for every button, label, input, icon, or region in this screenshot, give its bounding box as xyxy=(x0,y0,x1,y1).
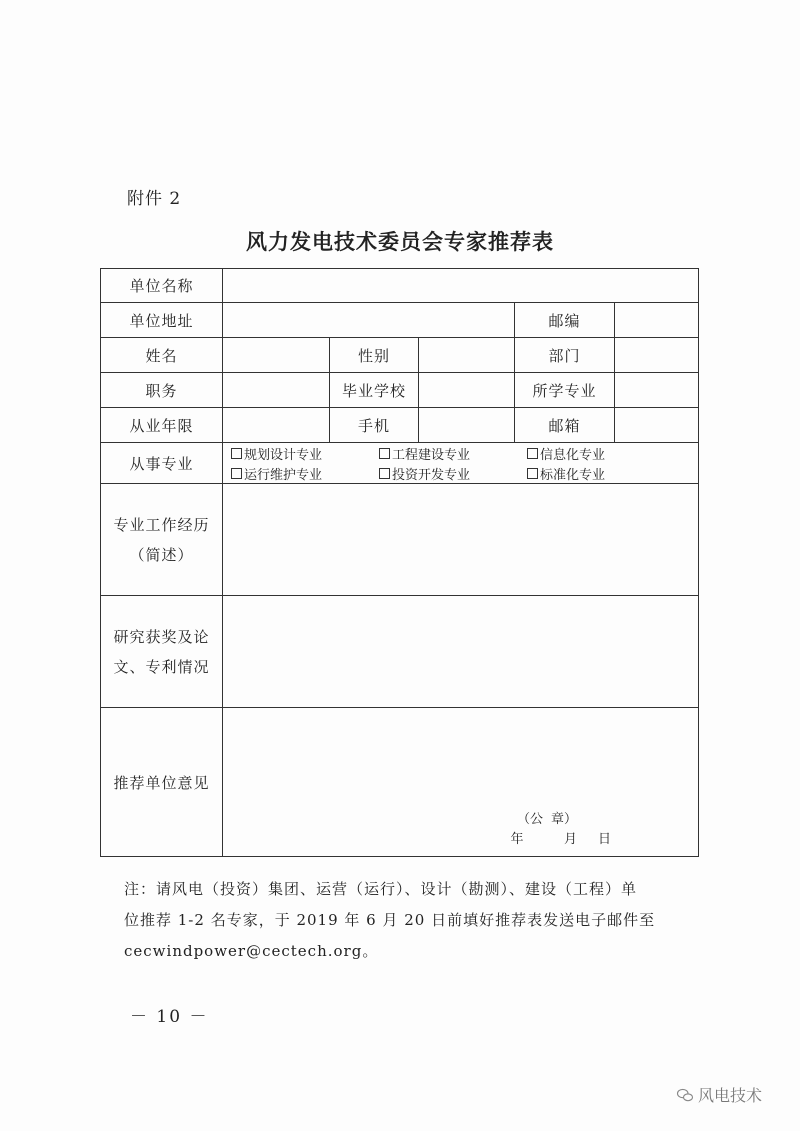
unit-address-label: 单位地址 xyxy=(101,303,223,338)
awards-label: 研究获奖及论 文、专利情况 xyxy=(101,596,223,708)
experience-label: 专业工作经历 （简述） xyxy=(101,484,223,596)
page-number: － 10 － xyxy=(130,1007,209,1027)
unit-address-field[interactable] xyxy=(223,303,515,338)
checkbox-icon xyxy=(527,468,538,479)
checkbox-icon xyxy=(527,448,538,459)
opinion-field[interactable] xyxy=(223,708,699,857)
option-planning-design[interactable]: 规划设计专业 xyxy=(231,444,379,463)
experience-field[interactable] xyxy=(223,484,699,596)
school-field[interactable] xyxy=(419,373,515,408)
attachment-label: 附件 2 xyxy=(127,189,182,209)
email-field[interactable] xyxy=(615,408,699,443)
unit-name-field[interactable] xyxy=(223,269,699,303)
postcode-field[interactable] xyxy=(615,303,699,338)
school-label: 毕业学校 xyxy=(330,373,419,408)
position-field[interactable] xyxy=(223,373,330,408)
option-investment-development[interactable]: 投资开发专业 xyxy=(379,464,527,483)
mobile-label: 手机 xyxy=(330,408,419,443)
opinion-label: 推荐单位意见 xyxy=(101,708,223,857)
gender-field[interactable] xyxy=(419,338,515,373)
option-standardization[interactable]: 标准化专业 xyxy=(527,464,667,483)
major-label: 所学专业 xyxy=(515,373,615,408)
wechat-icon xyxy=(676,1086,694,1104)
awards-field[interactable] xyxy=(223,596,699,708)
email-label: 邮箱 xyxy=(515,408,615,443)
position-label: 职务 xyxy=(101,373,223,408)
option-informatization[interactable]: 信息化专业 xyxy=(527,444,667,463)
unit-name-label: 单位名称 xyxy=(101,269,223,303)
department-label: 部门 xyxy=(515,338,615,373)
option-construction[interactable]: 工程建设专业 xyxy=(379,444,527,463)
specialty-options xyxy=(223,443,699,484)
postcode-label: 邮编 xyxy=(515,303,615,338)
gender-label: 性别 xyxy=(330,338,419,373)
years-field[interactable] xyxy=(223,408,330,443)
option-operation-maintenance[interactable]: 运行维护专业 xyxy=(231,464,379,483)
major-field[interactable] xyxy=(615,373,699,408)
checkbox-icon xyxy=(379,448,390,459)
checkbox-icon xyxy=(231,468,242,479)
checkbox-icon xyxy=(231,448,242,459)
department-field[interactable] xyxy=(615,338,699,373)
mobile-field[interactable] xyxy=(419,408,515,443)
official-seal-text: （公 章） xyxy=(517,812,578,827)
name-field[interactable] xyxy=(223,338,330,373)
footnote: 注：请风电（投资）集团、运营（运行）、设计（勘测）、建设（工程）单 位推荐 1-2 名专家，于 2019 年 6 月 20 日前填好推荐表发送电子邮件至 cecwindpower@cectech.org。 xyxy=(124,880,656,960)
years-label: 从业年限 xyxy=(101,408,223,443)
form-title: 风力发电技术委员会专家推荐表 xyxy=(246,229,554,254)
watermark: 风电技术 xyxy=(676,1083,762,1106)
recommendation-form-table xyxy=(100,268,699,857)
date-line: 年 月 日 xyxy=(510,832,612,847)
checkbox-icon xyxy=(379,468,390,479)
name-label: 姓名 xyxy=(101,338,223,373)
specialty-label: 从事专业 xyxy=(101,443,223,484)
